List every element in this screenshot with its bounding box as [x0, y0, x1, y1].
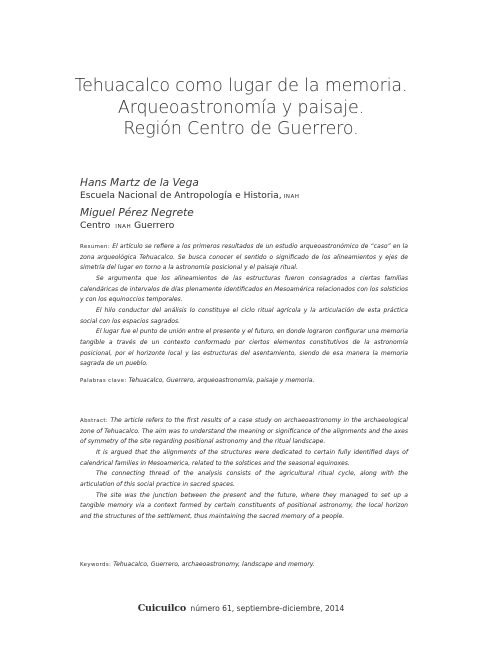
abstract-label: Abstract: — [80, 418, 109, 424]
affiliation-suffix: Guerrero — [134, 221, 175, 231]
resumen-label: Resumen: — [80, 244, 111, 250]
keywords-line — [80, 560, 408, 571]
abstract-paragraph: The connecting thread of the analysis consists of the agricultural ritual cycle, along with the articulation of this social practice in sacred spaces. — [80, 470, 408, 488]
title-line-2: Arqueoastronomía y paisaje. — [117, 97, 365, 118]
journal-logo: Cuicuilco — [137, 603, 186, 614]
palabras-clave-section — [80, 376, 408, 387]
affiliation-tag: INAH — [115, 224, 132, 230]
affiliation-tag: INAH — [283, 194, 300, 200]
resumen-section — [80, 242, 408, 370]
author-name: Hans Martz de la Vega — [80, 177, 199, 189]
author-affiliation — [80, 190, 420, 203]
palabras-clave-label: Palabras clave: — [80, 378, 127, 384]
resumen-paragraph: El lugar fue el punto de unión entre el presente y el futuro, en donde lograron configurar una memoria tangible a través de un contexto conformado por ciertos elementos constitutivos de la astronomía posicional, por el horizonte local y las estructuras del asentamiento, siendo de esa manera la memoria sagrada de un pueblo. — [80, 328, 408, 368]
keywords-label: Keywords: — [80, 562, 112, 568]
author-name: Miguel Pérez Negrete — [80, 207, 194, 219]
page-footer — [0, 603, 482, 614]
palabras-clave-line — [80, 376, 408, 387]
authors-block — [80, 177, 420, 233]
article-title — [40, 76, 442, 141]
resumen-paragraph — [80, 242, 408, 274]
keywords-section — [80, 560, 408, 571]
keywords-text: Tehuacalco, Guerrero, archaeoastronomy, landscape and memory. — [113, 561, 315, 568]
author-affiliation — [80, 220, 420, 233]
affiliation-name: Escuela Nacional de Antropología e Historia, — [80, 191, 282, 201]
abstract-section — [80, 416, 408, 523]
resumen-paragraph: El hilo conductor del análisis lo constituye el ciclo ritual agrícola y la articulación de esta práctica social con los espacios sagrados. — [80, 306, 408, 325]
abstract-paragraph: It is argued that the alignments of the structures were dedicated to certain fully identified days of calendrical families in Mesoamerica, related to the solstices and the seasonal equinoxes. — [80, 448, 408, 467]
abstract-paragraph: The site was the junction between the present and the future, where they managed to set up a tangible memory via a context formed by certain constituents of positional astronomy, the local horizon and the structures of the settlement, thus maintaining the sacred memory of a people. — [80, 491, 408, 520]
title-line-1: Tehuacalco como lugar de la memoria. — [74, 76, 408, 96]
affiliation-name: Centro — [80, 221, 111, 231]
resumen-paragraph: Se argumenta que los alineamientos de las estructuras fueron consagrados a ciertas familias calendáricas de intervalos de días plenamente identificados en Mesoamérica relacionados con los solsticios y con los equinoccios temporales. — [80, 274, 408, 304]
title-line-3: Región Centro de Guerrero. — [123, 119, 359, 139]
abstract-paragraph — [80, 416, 408, 448]
abstract-text: The article refers to the first results of a case study on archaeoastronomy in the archaeological zone of Tehuacalco. The aim was to understand the meaning or significance of the alignments and the axes of symmetry of the site regarding positional astronomy and the ritual landscape. — [80, 417, 408, 446]
resumen-text: El artículo se refiere a los primeros resultados de un estudio arqueoastronómico de “caso” en la zona arqueológica Tehuacalco. Se busca conocer el sentido o significado de los alineamientos y ejes de simetría del lugar en torno a la astronomía posicional y el paisaje ritual. — [80, 243, 408, 272]
issue-info: número 61, septiembre-diciembre, 2014 — [190, 604, 345, 613]
palabras-clave-text: Tehuacalco, Guerrero, arqueoastronomía, paisaje y memoria. — [128, 377, 315, 384]
